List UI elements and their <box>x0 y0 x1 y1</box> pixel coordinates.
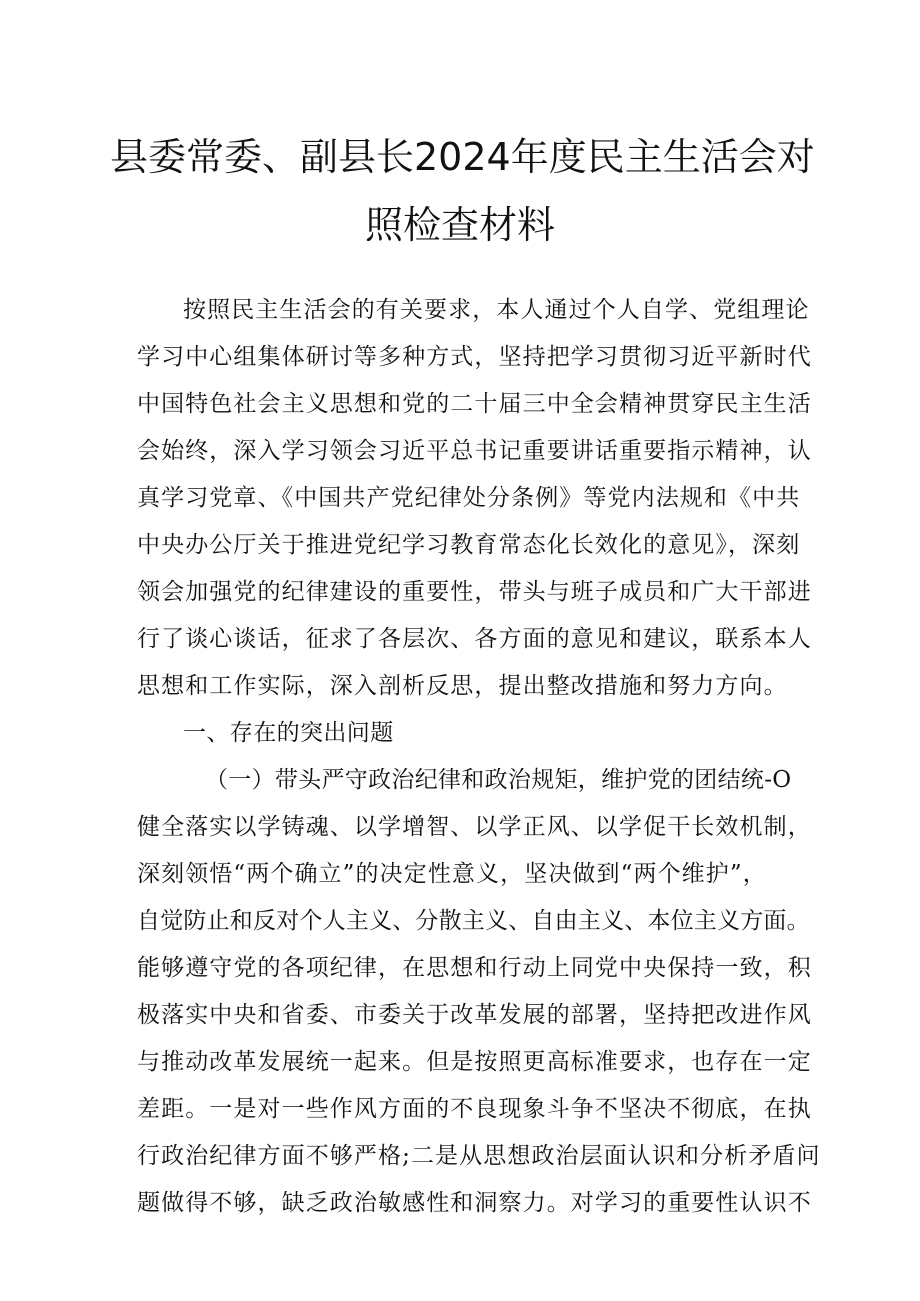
subsection-heading: （一）带头严守政治纪律和政治规矩，维护党的团结统-O <box>205 767 792 793</box>
paragraph-line: 深刻领悟“两个确立”的决定性意义，坚决做到“两个维护”， <box>137 861 767 887</box>
paragraph-line: 能够遵守党的各项纪律，在思想和行动上同党中央保持一致，积 <box>137 955 812 981</box>
paragraph-line: 中国特色社会主义思想和党的二十届三中全会精神贯穿民主生活 <box>137 391 812 417</box>
paragraph-line: 思想和工作实际，深入剖析反思，提出整改措施和努力方向。 <box>137 673 788 699</box>
paragraph-line: 自觉防止和反对个人主义、分散主义、自由主义、本位主义方面。 <box>137 908 810 934</box>
paragraph-line: 真学习党章、《中国共产党纪律处分条例》等党内法规和《中共 <box>137 485 801 511</box>
document-title-line-2: 照检查材料 <box>364 203 555 247</box>
paragraph-line: 行政治纪律方面不够严格;二是从思想政治层面认识和分析矛盾问 <box>137 1143 821 1169</box>
paragraph-line: 领会加强党的纪律建设的重要性，带头与班子成员和广大干部进 <box>137 579 812 605</box>
paragraph-line: 会始终，深入学习领会习近平总书记重要讲话重要指示精神，认 <box>137 438 812 464</box>
paragraph-line: 按照民主生活会的有关要求，本人通过个人自学、党组理论 <box>183 297 810 323</box>
paragraph-line: 行了谈心谈话，征求了各层次、各方面的意见和建议，联系本人 <box>137 626 812 652</box>
document-title-line-1: 县委常委、副县长2024年度民主生活会对 <box>110 135 815 179</box>
paragraph-line: 极落实中央和省委、市委关于改革发展的部署，坚持把改进作风 <box>137 1002 812 1028</box>
paragraph-line: 差距。一是对一些作风方面的不良现象斗争不坚决不彻底，在执 <box>137 1096 812 1122</box>
paragraph-line: 学习中心组集体研讨等多种方式，坚持把学习贯彻习近平新时代 <box>137 344 812 370</box>
paragraph-line: 与推动改革发展统一起来。但是按照更高标准要求，也存在一定 <box>137 1049 812 1075</box>
paragraph-line: 健全落实以学铸魂、以学增智、以学正风、以学促干长效机制， <box>137 814 812 840</box>
paragraph-line: 题做得不够，缺乏政治敏感性和洞察力。对学习的重要性认识不 <box>137 1190 812 1216</box>
paragraph-line: 中央办公厅关于推进党纪学习教育常态化长效化的意见》，深刻 <box>137 532 801 558</box>
section-heading: 一、存在的突出问题 <box>183 720 394 746</box>
